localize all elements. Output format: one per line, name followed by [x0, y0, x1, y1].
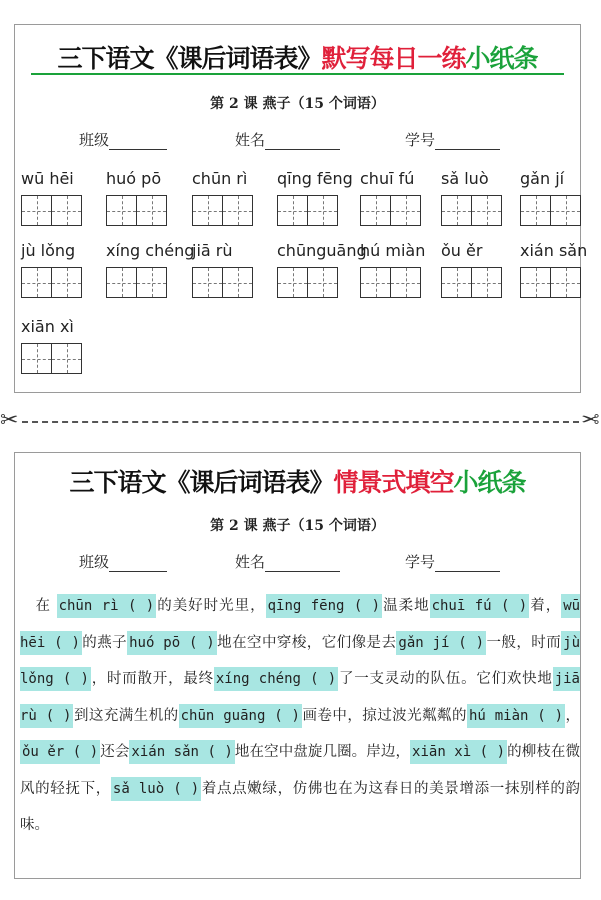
tian-zi-ge-cell[interactable] — [136, 267, 167, 298]
writing-boxes — [21, 267, 81, 298]
pinyin-label: wū hēi — [21, 169, 74, 188]
tian-zi-ge-cell[interactable] — [307, 195, 338, 226]
passage-text: 了一支灵动的队伍。它们欢快地 — [338, 671, 553, 687]
pinyin-blank[interactable]: xíng chéng ( ) — [214, 667, 338, 691]
writing-boxes — [106, 195, 166, 226]
pinyin-blank[interactable]: gǎn jí ( ) — [396, 631, 486, 655]
lesson-heading: 第 2 课 燕子（15 个词语） — [210, 518, 385, 534]
pinyin-label: xíng chéng — [106, 241, 195, 260]
tian-zi-ge-cell[interactable] — [390, 195, 421, 226]
writing-boxes — [520, 267, 580, 298]
tian-zi-ge-cell[interactable] — [307, 267, 338, 298]
tian-zi-ge-cell[interactable] — [360, 195, 391, 226]
tian-zi-ge-cell[interactable] — [222, 267, 253, 298]
tian-zi-ge-cell[interactable] — [520, 195, 551, 226]
tian-zi-ge-cell[interactable] — [51, 195, 82, 226]
pinyin-blank[interactable]: wū hēi ( ) — [20, 594, 580, 655]
tian-zi-ge-cell[interactable] — [136, 195, 167, 226]
passage-text: 的燕子 — [81, 634, 128, 651]
tian-zi-ge-cell[interactable] — [222, 195, 253, 226]
class-field: 班级 — [79, 551, 167, 572]
pinyin-label: gǎn jí — [520, 169, 565, 188]
tian-zi-ge-cell[interactable] — [277, 195, 308, 226]
passage-text: 着点点嫩绿，仿佛也在为这春日的美景增添一抹别样的韵味。 — [20, 780, 580, 833]
passage-text: 还会 — [100, 744, 130, 760]
tian-zi-ge-cell[interactable] — [21, 267, 52, 298]
tian-zi-ge-cell[interactable] — [441, 267, 472, 298]
passage-text: 一般，时而 — [486, 634, 562, 651]
writing-boxes — [106, 267, 166, 298]
tian-zi-ge-cell[interactable] — [51, 267, 82, 298]
tian-zi-ge-cell[interactable] — [550, 195, 581, 226]
pinyin-blank[interactable]: chūn rì ( ) — [57, 594, 157, 618]
pinyin-label: chūn rì — [192, 169, 248, 188]
tian-zi-ge-cell[interactable] — [21, 195, 52, 226]
title-underline — [31, 73, 564, 75]
passage-text: ，时而散开，最终 — [90, 671, 214, 687]
pinyin-label: chūnguāng — [277, 241, 367, 260]
name-field: 姓名 — [235, 551, 340, 572]
student-number-field: 学号 — [405, 129, 500, 150]
pinyin-blank[interactable]: sǎ luò ( ) — [111, 777, 201, 801]
tian-zi-ge-cell[interactable] — [520, 267, 551, 298]
scissors-icon: ✂ — [580, 408, 599, 433]
writing-boxes — [277, 267, 337, 298]
pinyin-blank[interactable]: xiān xì ( ) — [410, 740, 507, 764]
tian-zi-ge-cell[interactable] — [192, 267, 223, 298]
pinyin-label: xiān xì — [21, 317, 74, 336]
tian-zi-ge-cell[interactable] — [106, 267, 137, 298]
passage-text: 到这充满生机的 — [73, 707, 179, 724]
passage-text: 的柳枝在微风的轻抚下， — [20, 744, 581, 797]
passage-text: 地在空中穿梭，它们像是去 — [216, 634, 397, 651]
tian-zi-ge-cell[interactable] — [550, 267, 581, 298]
tian-zi-ge-cell[interactable] — [471, 195, 502, 226]
sheet-title: 三下语文《课后词语表》情景式填空小纸条 — [69, 468, 526, 497]
tian-zi-ge-cell[interactable] — [390, 267, 421, 298]
passage-text: 画卷中，掠过波光粼粼的 — [302, 707, 467, 724]
passage-text: ， — [565, 707, 581, 724]
passage-text: 地在空中盘旋几圈。岸边， — [234, 744, 411, 760]
writing-boxes — [360, 267, 420, 298]
pinyin-label: sǎ luò — [441, 169, 489, 188]
pinyin-label: qīng fēng — [277, 169, 353, 188]
tian-zi-ge-cell[interactable] — [106, 195, 137, 226]
pinyin-blank[interactable]: ǒu ěr ( ) — [20, 740, 100, 764]
fill-in-passage — [20, 588, 580, 844]
passage-text: 温柔地 — [382, 598, 430, 614]
pinyin-label: jiā rù — [192, 241, 233, 260]
writing-boxes — [192, 267, 252, 298]
pinyin-label: ǒu ěr — [441, 241, 483, 260]
writing-boxes — [441, 267, 501, 298]
passage-text: 的美好时光里， — [156, 598, 266, 614]
pinyin-label: jù lǒng — [21, 241, 76, 260]
writing-boxes — [192, 195, 252, 226]
pinyin-blank[interactable]: xián sǎn ( ) — [129, 740, 234, 764]
tian-zi-ge-cell[interactable] — [51, 343, 82, 374]
pinyin-blank[interactable]: chūn guāng ( ) — [179, 704, 302, 728]
tian-zi-ge-cell[interactable] — [21, 343, 52, 374]
pinyin-blank[interactable]: huó pō ( ) — [127, 631, 217, 655]
pinyin-blank[interactable]: qīng fēng ( ) — [266, 594, 383, 618]
pinyin-blank[interactable]: chuī fú ( ) — [430, 594, 530, 618]
dictation-sheet — [14, 24, 588, 393]
tian-zi-ge-cell[interactable] — [360, 267, 391, 298]
tian-zi-ge-cell[interactable] — [277, 267, 308, 298]
writing-boxes — [21, 343, 81, 374]
pinyin-label: chuī fú — [360, 169, 415, 188]
passage-text: 在 — [20, 598, 57, 614]
pinyin-blank[interactable]: jiā rù ( ) — [20, 667, 580, 728]
pinyin-label: xián sǎn — [520, 241, 588, 260]
pinyin-blank[interactable]: hú miàn ( ) — [467, 704, 565, 728]
tian-zi-ge-cell[interactable] — [192, 195, 223, 226]
tian-zi-ge-cell[interactable] — [471, 267, 502, 298]
lesson-heading: 第 2 课 燕子（15 个词语） — [210, 96, 385, 112]
scissors-icon: ✂ — [0, 408, 19, 433]
tian-zi-ge-cell[interactable] — [441, 195, 472, 226]
pinyin-label: hú miàn — [360, 241, 426, 260]
writing-boxes — [277, 195, 337, 226]
class-field: 班级 — [79, 129, 167, 150]
student-number-field: 学号 — [405, 551, 500, 572]
sheet-title: 三下语文《课后词语表》默写每日一练小纸条 — [57, 44, 538, 73]
pinyin-label: huó pō — [106, 169, 162, 188]
passage-text: 着， — [529, 598, 562, 614]
writing-boxes — [441, 195, 501, 226]
pinyin-blank[interactable]: jù lǒng ( ) — [20, 631, 580, 692]
writing-boxes — [21, 195, 81, 226]
cut-line — [22, 421, 579, 423]
writing-boxes — [520, 195, 580, 226]
name-field: 姓名 — [235, 129, 340, 150]
writing-boxes — [360, 195, 420, 226]
